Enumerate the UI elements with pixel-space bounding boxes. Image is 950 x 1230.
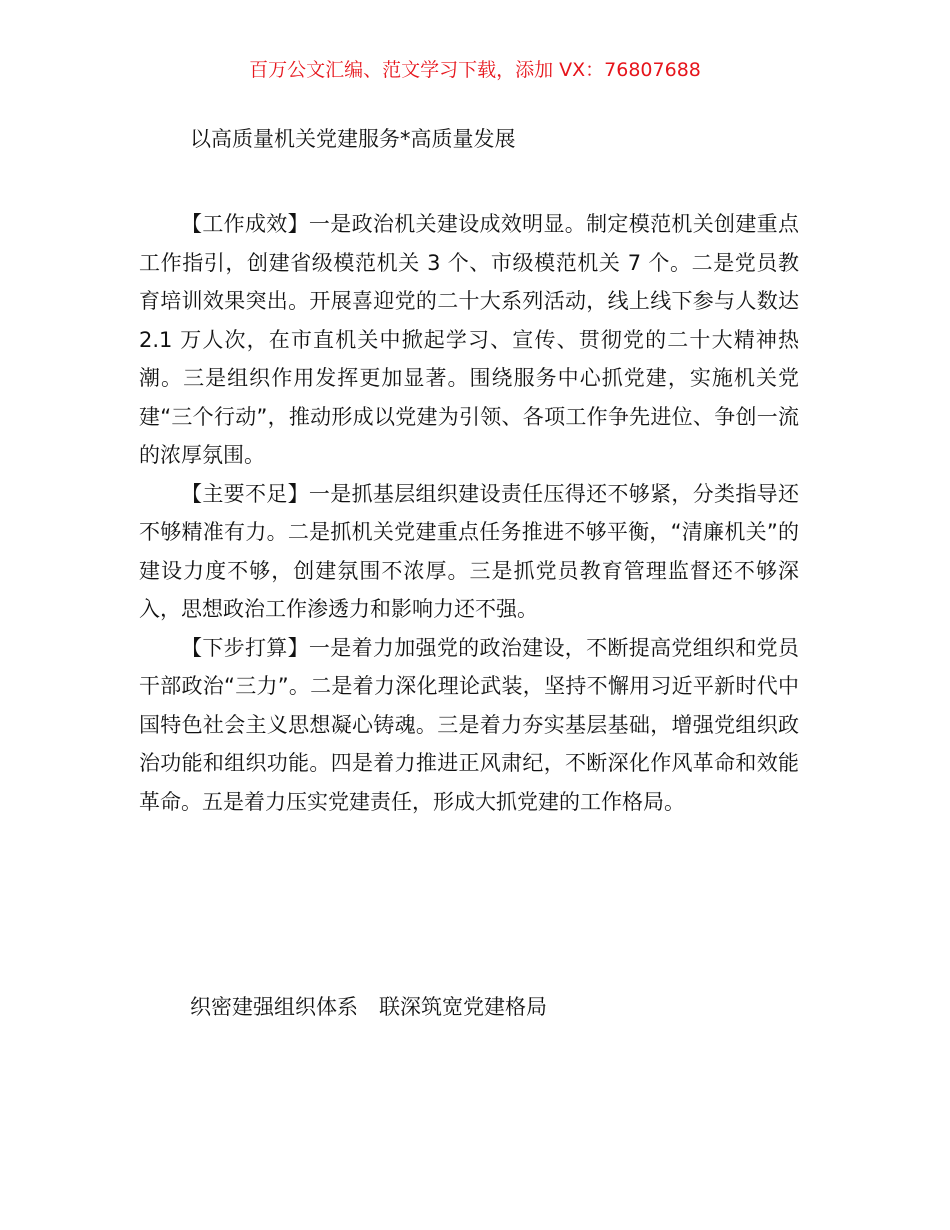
section-title: 以高质量机关党建服务*高质量发展 <box>190 127 516 151</box>
paragraph-achievements: 【工作成效】一是政治机关建设成效明显。制定模范机关创建重点工作指引，创建省级模范机关 3 个、市级模范机关 7 个。二是党员教育培训效果突出。开展喜迎党的二十大系列活动，线上线下参与人数达 2.1 万人次，在市直机关中掀起学习、宣传、贯彻党的二十大精神热潮。三是组织作用发挥更加显著。围绕服务中心抓党建，实施机关党建“三个行动”，推动形成以党建为引领、各项工作争先进位、争创一流的浓厚氛围。 <box>139 212 799 467</box>
document-body <box>139 205 799 821</box>
next-section-title: 织密建强组织体系 联深筑宽党建格局 <box>190 995 547 1019</box>
paragraph-next-steps: 【下步打算】一是着力加强党的政治建设，不断提高党组织和党员干部政治“三力”。二是着力深化理论武装，坚持不懈用习近平新时代中国特色社会主义思想凝心铸魂。三是着力夯实基层基础，增强党组织政治功能和组织功能。四是着力推进正风肃纪，不断深化作风革命和效能革命。五是着力压实党建责任，形成大抓党建的工作格局。 <box>139 635 799 814</box>
watermark-banner: 百万公文汇编、范文学习下载，添加 VX：76807688 <box>249 59 701 81</box>
paragraph-shortcomings: 【主要不足】一是抓基层组织建设责任压得还不够紧，分类指导还不够精准有力。二是抓机关党建重点任务推进不够平衡，“清廉机关”的建设力度不够，创建氛围不浓厚。三是抓党员教育管理监督还不够深入，思想政治工作渗透力和影响力还不强。 <box>139 481 799 621</box>
